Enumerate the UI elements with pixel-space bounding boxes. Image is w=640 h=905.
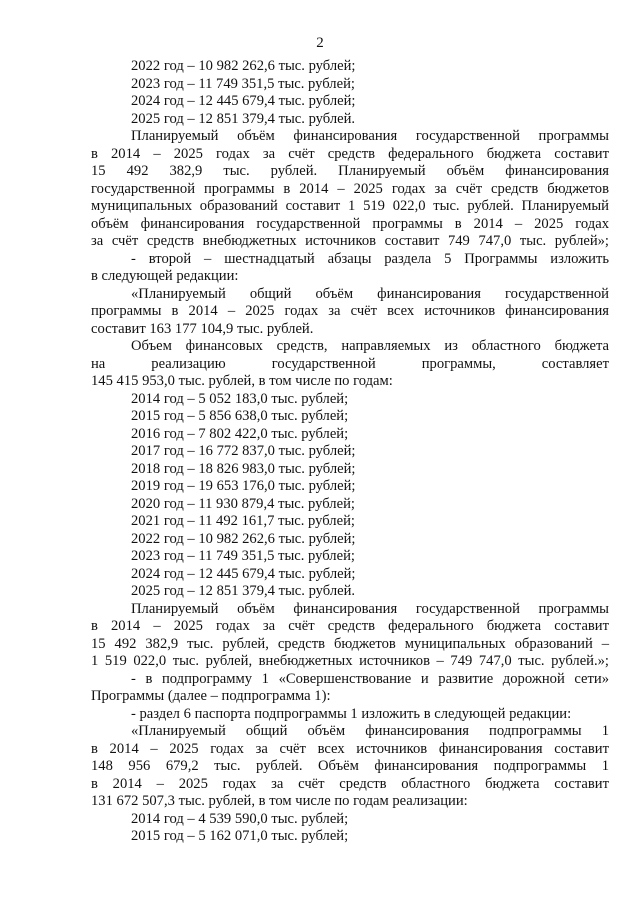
- year-line: 2014 год – 4 539 590,0 тыс. рублей;: [131, 810, 349, 827]
- year-line: 2020 год – 11 930 879,4 тыс. рублей;: [131, 495, 355, 512]
- paragraph-funding-sources: [91, 601, 609, 671]
- year-line: 2014 год – 5 052 183,0 тыс. рублей;: [131, 390, 349, 407]
- text-line: на реализацию государственной программы, составляет: [91, 355, 609, 372]
- text-line: Программы (далее – подпрограмма 1):: [91, 688, 331, 704]
- text-line: - раздел 6 паспорта подпрограммы 1 изложить в следующей редакции:: [131, 705, 572, 722]
- paragraph-subprogram-1: [91, 671, 609, 706]
- text-line: в 2014 – 2025 годах за счёт средств федерального бюджета составит: [91, 618, 609, 634]
- year-line: 2021 год – 11 492 161,7 тыс. рублей;: [131, 513, 355, 529]
- text-line: составит 163 177 104,9 тыс. рублей.: [91, 320, 314, 337]
- year-line: 2022 год – 10 982 262,6 тыс. рублей;: [131, 58, 356, 74]
- year-line: 2018 год – 18 826 983,0 тыс. рублей;: [131, 460, 356, 477]
- text-line: в следующей редакции:: [91, 268, 239, 284]
- years-list-1: [91, 58, 609, 128]
- text-line: в 2014 – 2025 годах за счёт средств областного бюджета составит: [91, 775, 609, 792]
- year-line: 2019 год – 19 653 176,0 тыс. рублей;: [131, 478, 356, 494]
- text-line: 145 415 953,0 тыс. рублей, в том числе по годам:: [91, 373, 393, 389]
- paragraph-total-funding: [91, 286, 609, 339]
- text-line: в 2014 – 2025 годах за счёт всех источников финансирования составит: [91, 740, 609, 757]
- paragraph-section6-edit: [91, 706, 609, 724]
- years-list-3: [91, 811, 609, 846]
- text-line: 131 672 507,3 тыс. рублей, в том числе по годам реализации:: [91, 793, 468, 809]
- text-line: Планируемый объём финансирования государственной программы: [131, 600, 609, 617]
- text-line: за счёт средств внебюджетных источников составит 749 747,0 тыс. рублей»;: [91, 233, 609, 249]
- year-line: 2015 год – 5 162 071,0 тыс. рублей;: [131, 828, 349, 844]
- year-line: 2025 год – 12 851 379,4 тыс. рублей.: [131, 110, 356, 127]
- year-line: 2015 год – 5 856 638,0 тыс. рублей;: [131, 408, 349, 424]
- document-body: [91, 58, 609, 846]
- text-line: объём финансирования государственной программы в 2014 – 2025 годах: [91, 215, 609, 232]
- text-line: 148 956 679,2 тыс. рублей. Объём финансирования подпрограммы 1: [91, 758, 609, 774]
- text-line: 15 492 382,9 тыс. рублей. Планируемый объём финансирования: [91, 163, 609, 179]
- year-line: 2017 год – 16 772 837,0 тыс. рублей;: [131, 443, 356, 459]
- paragraph-section5-edit: [91, 251, 609, 286]
- text-line: Планируемый объём финансирования государственной программы: [131, 128, 609, 144]
- year-line: 2023 год – 11 749 351,5 тыс. рублей;: [131, 548, 355, 564]
- year-line: 2025 год – 12 851 379,4 тыс. рублей.: [131, 583, 356, 599]
- paragraph-federal-funding: [91, 128, 609, 251]
- text-line: - в подпрограмму 1 «Совершенствование и развитие дорожной сети»: [131, 670, 609, 687]
- text-line: - второй – шестнадцатый абзацы раздела 5 Программы изложить: [131, 250, 609, 267]
- text-line: государственной программы в 2014 – 2025 годах за счёт средств бюджетов: [91, 180, 609, 197]
- text-line: муниципальных образований составит 1 519 022,0 тыс. рублей. Планируемый: [91, 198, 609, 214]
- text-line: «Планируемый общий объём финансирования государственной: [131, 285, 609, 302]
- year-line: 2022 год – 10 982 262,6 тыс. рублей;: [131, 530, 356, 547]
- text-line: Объем финансовых средств, направляемых из областного бюджета: [131, 338, 609, 354]
- text-line: «Планируемый общий объём финансирования подпрограммы 1: [131, 723, 609, 739]
- text-line: программы в 2014 – 2025 годах за счёт всех источников финансирования: [91, 303, 609, 319]
- year-line: 2016 год – 7 802 422,0 тыс. рублей;: [131, 425, 349, 442]
- text-line: в 2014 – 2025 годах за счёт средств федерального бюджета составит: [91, 145, 609, 162]
- text-line: 1 519 022,0 тыс. рублей, внебюджетных источников – 749 747,0 тыс. рублей.»;: [91, 653, 609, 669]
- year-line: 2024 год – 12 445 679,4 тыс. рублей;: [131, 93, 356, 109]
- paragraph-regional-budget: [91, 338, 609, 391]
- year-line: 2024 год – 12 445 679,4 тыс. рублей;: [131, 565, 356, 582]
- page-number: 2: [316, 35, 324, 51]
- year-line: 2023 год – 11 749 351,5 тыс. рублей;: [131, 75, 355, 92]
- years-list-2: [91, 391, 609, 601]
- paragraph-subprogram-funding: [91, 723, 609, 811]
- text-line: 15 492 382,9 тыс. рублей, средств бюджетов муниципальных образований –: [91, 635, 609, 652]
